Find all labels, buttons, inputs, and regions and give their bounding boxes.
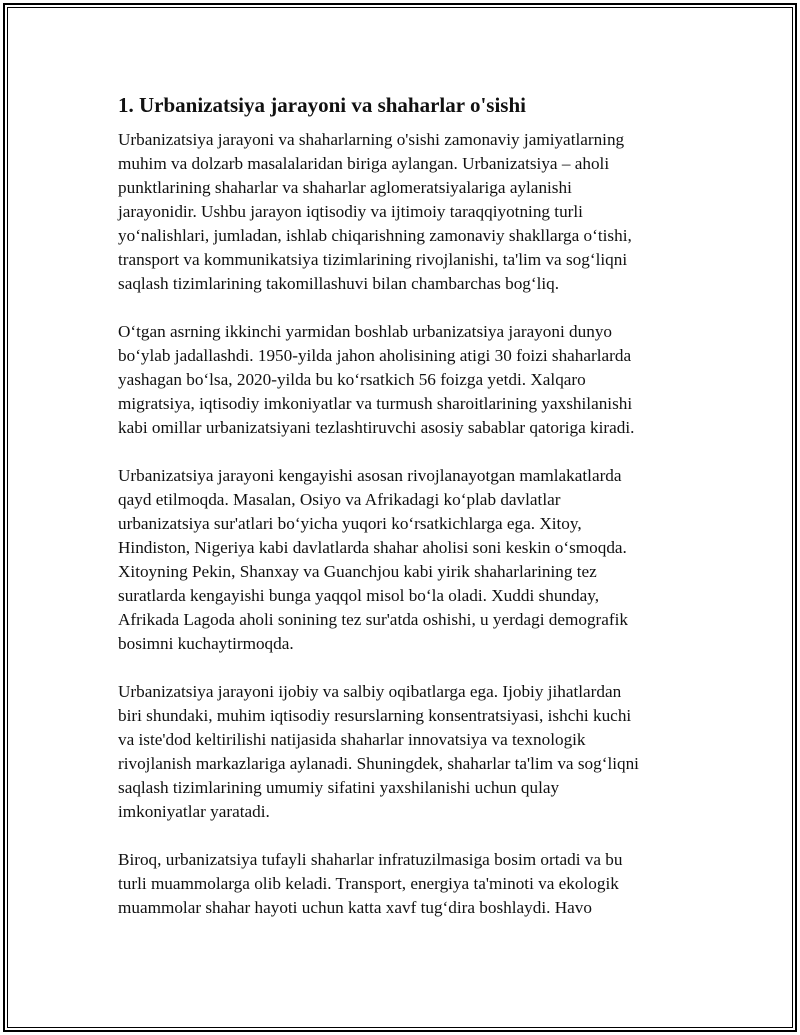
text-line: saqlash tizimlarining takomillashuvi bilan chambarchas bog‘liq. xyxy=(118,274,560,293)
paragraph-4 xyxy=(118,680,688,824)
text-line: punktlarining shaharlar va shaharlar aglomeratsiyalariga aylanishi xyxy=(118,178,572,197)
paragraph-3 xyxy=(118,464,688,656)
paragraph-5 xyxy=(118,848,688,920)
text-line: suratlarda kengayishi bunga yaqqol misol bo‘la oladi. Xuddi shunday, xyxy=(118,586,599,605)
text-line: yo‘nalishlari, jumladan, ishlab chiqarishning zamonaviy shakllarga o‘tishi, xyxy=(118,226,632,245)
text-line: biri shundaki, muhim iqtisodiy resurslarning konsentratsiyasi, ishchi kuchi xyxy=(118,706,632,725)
text-line: transport va kommunikatsiya tizimlarining rivojlanishi, ta'lim va sog‘liqni xyxy=(118,250,628,269)
text-line: urbanizatsiya sur'atlari bo‘yicha yuqori ko‘rsatkichlarga ega. Xitoy, xyxy=(118,514,582,533)
document-body xyxy=(118,90,688,944)
text-line: imkoniyatlar yaratadi. xyxy=(118,802,270,821)
text-line: va iste'dod keltirilishi natijasida shaharlar innovatsiya va texnologik xyxy=(118,730,586,749)
text-line: O‘tgan asrning ikkinchi yarmidan boshlab urbanizatsiya jarayoni dunyo xyxy=(118,322,613,341)
text-line: rivojlanish markazlariga aylanadi. Shuningdek, shaharlar ta'lim va sog‘liqni xyxy=(118,754,639,773)
text-line: Urbanizatsiya jarayoni va shaharlarning o'sishi zamonaviy jamiyatlarning xyxy=(118,130,625,149)
paragraph-1 xyxy=(118,128,688,296)
text-line: kabi omillar urbanizatsiyani tezlashtiruvchi asosiy sabablar qatoriga kiradi. xyxy=(118,418,635,437)
text-line: Biroq, urbanizatsiya tufayli shaharlar infratuzilmasiga bosim ortadi va bu xyxy=(118,850,623,869)
text-line: saqlash tizimlarining umumiy sifatini yaxshilanishi uchun qulay xyxy=(118,778,560,797)
text-line: Afrikada Lagoda aholi sonining tez sur'atda oshishi, u yerdagi demografik xyxy=(118,610,628,629)
text-line: Hindiston, Nigeriya kabi davlatlarda shahar aholisi soni keskin o‘smoqda. xyxy=(118,538,627,557)
text-line: bosimni kuchaytirmoqda. xyxy=(118,634,294,653)
text-line: Urbanizatsiya jarayoni ijobiy va salbiy oqibatlarga ega. Ijobiy jihatlardan xyxy=(118,682,622,701)
text-line: muammolar shahar hayoti uchun katta xavf tug‘dira boshlaydi. Havo xyxy=(118,898,592,917)
section-heading: 1. Urbanizatsiya jarayoni va shaharlar o'sishi xyxy=(118,93,526,117)
text-line: qayd etilmoqda. Masalan, Osiyo va Afrikadagi ko‘plab davlatlar xyxy=(118,490,561,509)
text-line: migratsiya, iqtisodiy imkoniyatlar va turmush sharoitlarining yaxshilanishi xyxy=(118,394,633,413)
text-line: Xitoyning Pekin, Shanxay va Guanchjou kabi yirik shaharlarining tez xyxy=(118,562,597,581)
text-line: jarayonidir. Ushbu jarayon iqtisodiy va ijtimoiy taraqqiyotning turli xyxy=(118,202,583,221)
text-line: bo‘ylab jadallashdi. 1950-yilda jahon aholisining atigi 30 foizi shaharlarda xyxy=(118,346,632,365)
text-line: Urbanizatsiya jarayoni kengayishi asosan rivojlanayotgan mamlakatlarda xyxy=(118,466,622,485)
text-line: yashagan bo‘lsa, 2020-yilda bu ko‘rsatkich 56 foizga yetdi. Xalqaro xyxy=(118,370,586,389)
paragraph-2 xyxy=(118,320,688,440)
text-line: turli muammolarga olib keladi. Transport, energiya ta'minoti va ekologik xyxy=(118,874,619,893)
text-line: muhim va dolzarb masalalaridan biriga aylangan. Urbanizatsiya – aholi xyxy=(118,154,610,173)
